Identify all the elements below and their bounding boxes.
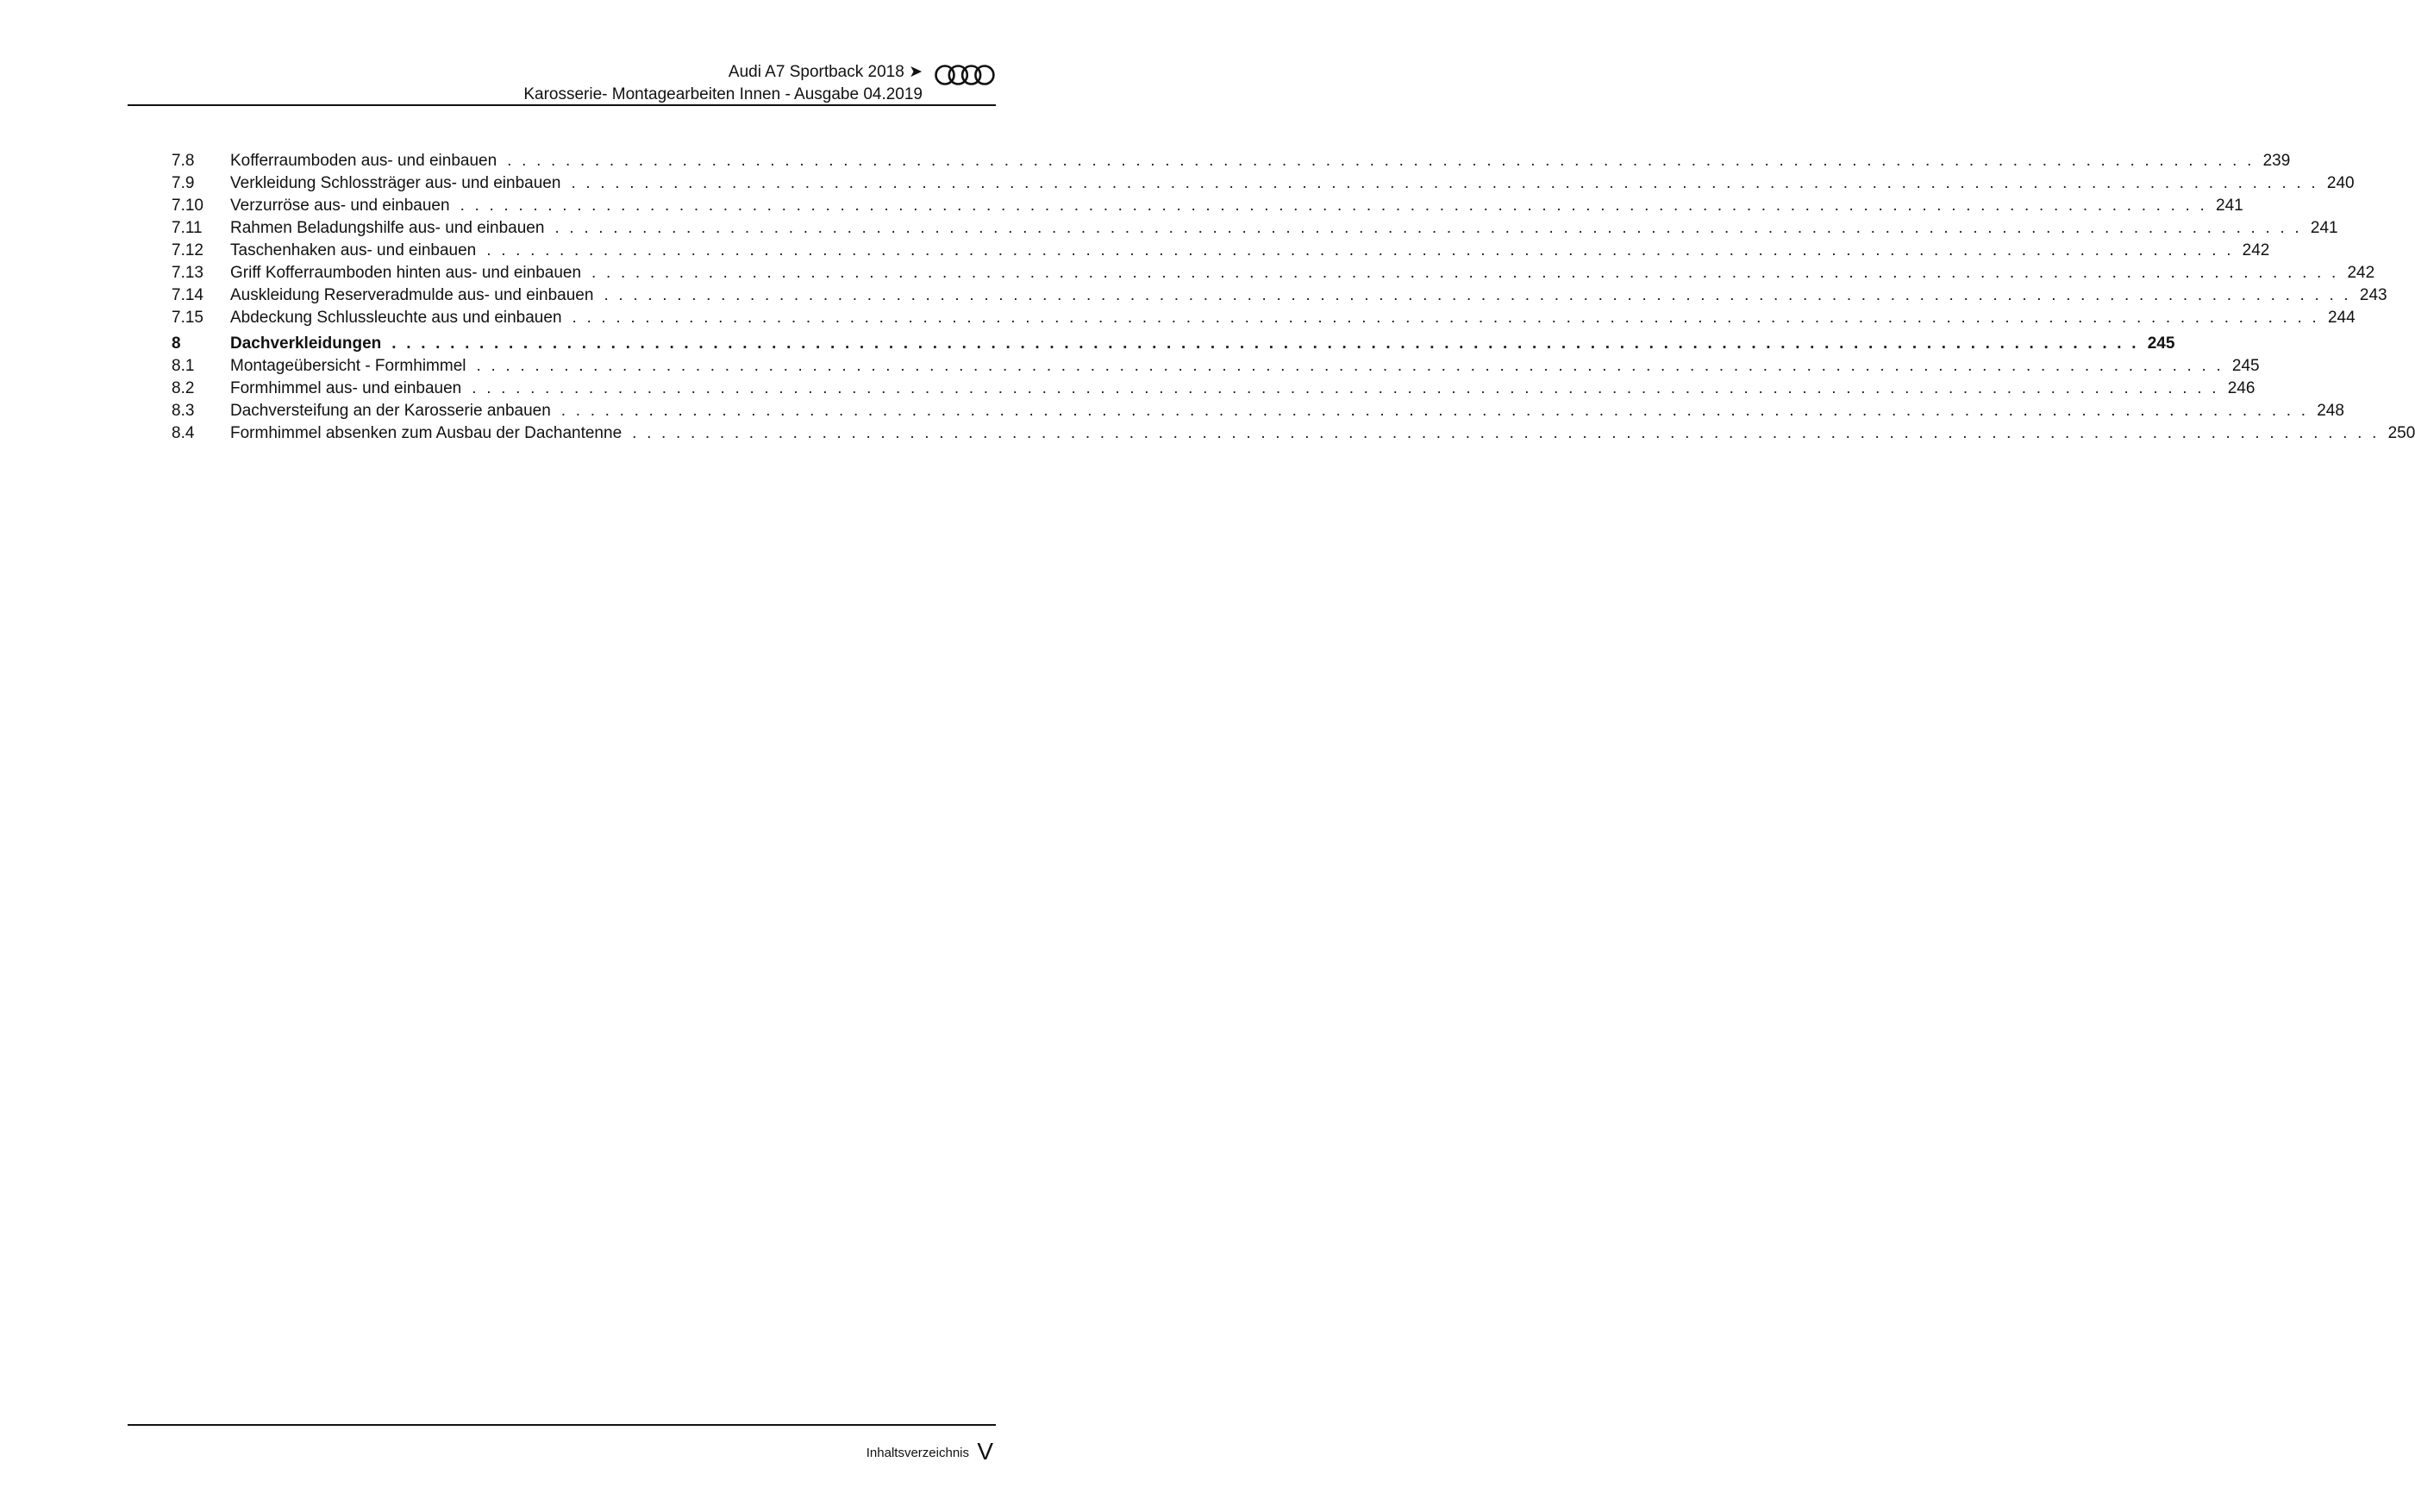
- toc-entry-title: Rahmen Beladungshilfe aus- und einbauen: [230, 219, 545, 237]
- toc-entry-title: Kofferraumboden aus- und einbauen: [230, 152, 497, 170]
- toc-entry-title: Montageübersicht - Formhimmel: [230, 357, 466, 375]
- toc-entry-title: Verkleidung Schlossträger aus- und einbauen: [230, 174, 561, 192]
- document-title: Audi A7 Sportback 2018 ➤: [728, 63, 923, 81]
- toc-entry-page: 250: [2387, 424, 2415, 442]
- footer-page-number: V: [977, 1438, 993, 1465]
- toc-entry-title: Taschenhaken aus- und einbauen: [230, 241, 477, 259]
- toc-dot-leader: . . . . . . . . . . . . . . . . . . . . . . . . . . . . . . . . . . . . . . . . . . . . . . . . . . . . . . . . . . . . . . . . . . . . . . . . . . . . . . . . . . . . . . . . . . . . . . . . . . . . . . . . . . . . . . . . . . . . . . . .: [554, 219, 2302, 237]
- toc-dot-leader: . . . . . . . . . . . . . . . . . . . . . . . . . . . . . . . . . . . . . . . . . . . . . . . . . . . . . . . . . . . . . . . . . . . . . . . . . . . . . . . . . . . . . . . . . . . . . . . . . . . . . . . . . . . . . . . . . . . . . . . .: [472, 379, 2219, 397]
- toc-entry-page: 242: [2242, 241, 2270, 259]
- toc-entry-title: Dachversteifung an der Karosserie anbauen: [230, 402, 551, 420]
- header-divider: [128, 104, 996, 106]
- toc-entry-number: 7.14: [172, 286, 203, 304]
- toc-entry-title: Dachverkleidungen: [230, 334, 382, 353]
- toc-entry-row[interactable]: [172, 150, 2291, 172]
- toc-entry-title: Formhimmel aus- und einbauen: [230, 379, 462, 397]
- toc-entry-page: 241: [2216, 197, 2243, 215]
- audi-rings-icon: [934, 64, 996, 86]
- toc-entry-number: 7.8: [172, 152, 195, 170]
- toc-entry-page: 242: [2347, 264, 2375, 282]
- toc-entry-number: 7.15: [172, 309, 203, 327]
- toc-entry-number: 8.4: [172, 424, 195, 442]
- toc-entry-page: 243: [2359, 286, 2387, 304]
- toc-entry-number: 7.13: [172, 264, 203, 282]
- toc-entry-number: 7.11: [172, 219, 203, 237]
- toc-entry-title: Auskleidung Reserveradmulde aus- und einbauen: [230, 286, 594, 304]
- toc-entry-row[interactable]: [172, 195, 2243, 217]
- toc-entry-row[interactable]: [172, 422, 2415, 445]
- toc-entry-row[interactable]: [172, 355, 2260, 378]
- toc-chapter-row[interactable]: [172, 333, 2175, 355]
- document-subtitle: Karosserie- Montagearbeiten Innen - Ausgabe 04.2019: [523, 85, 923, 103]
- toc-entry-title: Verzurröse aus- und einbauen: [230, 197, 450, 215]
- toc-entry-title: Griff Kofferraumboden hinten aus- und einbauen: [230, 264, 582, 282]
- toc-entry-number: 8.3: [172, 402, 195, 420]
- toc-entry-page: 245: [2147, 334, 2175, 353]
- toc-entry-page: 241: [2310, 219, 2338, 237]
- toc-entry-title: Formhimmel absenken zum Ausbau der Dachantenne: [230, 424, 623, 442]
- toc-dot-leader: . . . . . . . . . . . . . . . . . . . . . . . . . . . . . . . . . . . . . . . . . . . . . . . . . . . . . . . . . . . . . . . . . . . . . . . . . . . . . . . . . . . . . . . . . . . . . . . . . . . . . . . . . . . . . . . . . . . . . . . .: [560, 402, 2309, 420]
- toc-dot-leader: . . . . . . . . . . . . . . . . . . . . . . . . . . . . . . . . . . . . . . . . . . . . . . . . . . . . . . . . . . . . . . . . . . . . . . . . . . . . . . . . . . . . . . . . . . . . . . . . . . . . . . . . . . . . . . . . . . . . . . . .: [571, 174, 2318, 192]
- toc-entry-number: 8.1: [172, 357, 195, 375]
- footer-divider: [128, 1424, 996, 1426]
- toc-entry-number: 7.12: [172, 241, 203, 259]
- toc-dot-leader: . . . . . . . . . . . . . . . . . . . . . . . . . . . . . . . . . . . . . . . . . . . . . . . . . . . . . . . . . . . . . . . . . . . . . . . . . . . . . . . . . . . . . . . . . . . . . . . . . . . . . . . . . . . . . . . . . . . . . . . .: [391, 334, 2139, 353]
- toc-entry-number: 7.9: [172, 174, 195, 192]
- toc-dot-leader: . . . . . . . . . . . . . . . . . . . . . . . . . . . . . . . . . . . . . . . . . . . . . . . . . . . . . . . . . . . . . . . . . . . . . . . . . . . . . . . . . . . . . . . . . . . . . . . . . . . . . . . . . . . . . . . . . . . . . . . .: [476, 357, 2224, 375]
- toc-entry-page: 245: [2231, 357, 2260, 375]
- toc-dot-leader: . . . . . . . . . . . . . . . . . . . . . . . . . . . . . . . . . . . . . . . . . . . . . . . . . . . . . . . . . . . . . . . . . . . . . . . . . . . . . . . . . . . . . . . . . . . . . . . . . . . . . . . . . . . . . . . . . . . . . . . .: [460, 197, 2207, 215]
- toc-entry-row[interactable]: [172, 284, 2387, 307]
- toc-entry-page: 240: [2326, 174, 2355, 192]
- footer-section-label: Inhaltsverzeichnis: [866, 1446, 969, 1460]
- toc-entry-page: 246: [2227, 379, 2255, 397]
- toc-dot-leader: . . . . . . . . . . . . . . . . . . . . . . . . . . . . . . . . . . . . . . . . . . . . . . . . . . . . . . . . . . . . . . . . . . . . . . . . . . . . . . . . . . . . . . . . . . . . . . . . . . . . . . . . . . . . . . . . . . . . . . . .: [507, 152, 2255, 170]
- page-header: [128, 60, 996, 105]
- toc-dot-leader: . . . . . . . . . . . . . . . . . . . . . . . . . . . . . . . . . . . . . . . . . . . . . . . . . . . . . . . . . . . . . . . . . . . . . . . . . . . . . . . . . . . . . . . . . . . . . . . . . . . . . . . . . . . . . . . . . . . . . . . .: [486, 241, 2234, 259]
- toc-dot-leader: . . . . . . . . . . . . . . . . . . . . . . . . . . . . . . . . . . . . . . . . . . . . . . . . . . . . . . . . . . . . . . . . . . . . . . . . . . . . . . . . . . . . . . . . . . . . . . . . . . . . . . . . . . . . . . . . . . . . . . . .: [591, 264, 2339, 282]
- toc-entry-number: 8.2: [172, 379, 195, 397]
- toc-dot-leader: . . . . . . . . . . . . . . . . . . . . . . . . . . . . . . . . . . . . . . . . . . . . . . . . . . . . . . . . . . . . . . . . . . . . . . . . . . . . . . . . . . . . . . . . . . . . . . . . . . . . . . . . . . . . . . . . . . . . . . . .: [572, 309, 2319, 327]
- toc-entry-row[interactable]: [172, 240, 2270, 262]
- toc-entry-row[interactable]: [172, 400, 2344, 422]
- toc-entry-row[interactable]: [172, 217, 2338, 240]
- toc-entry-page: 248: [2317, 402, 2344, 420]
- toc-entry-row[interactable]: [172, 172, 2355, 195]
- toc-entry-page: 244: [2327, 309, 2356, 327]
- table-of-contents: [172, 150, 2415, 445]
- toc-dot-leader: . . . . . . . . . . . . . . . . . . . . . . . . . . . . . . . . . . . . . . . . . . . . . . . . . . . . . . . . . . . . . . . . . . . . . . . . . . . . . . . . . . . . . . . . . . . . . . . . . . . . . . . . . . . . . . . . . . . . . . . .: [632, 424, 2380, 442]
- toc-entry-row[interactable]: [172, 378, 2255, 400]
- toc-entry-number: 8: [172, 334, 181, 353]
- toc-entry-page: 239: [2262, 152, 2291, 170]
- toc-entry-title: Abdeckung Schlussleuchte aus und einbauen: [230, 309, 562, 327]
- toc-entry-row[interactable]: [172, 262, 2375, 284]
- toc-entry-number: 7.10: [172, 197, 203, 215]
- toc-dot-leader: . . . . . . . . . . . . . . . . . . . . . . . . . . . . . . . . . . . . . . . . . . . . . . . . . . . . . . . . . . . . . . . . . . . . . . . . . . . . . . . . . . . . . . . . . . . . . . . . . . . . . . . . . . . . . . . . . . . . . . . .: [604, 286, 2351, 304]
- toc-entry-row[interactable]: [172, 307, 2356, 329]
